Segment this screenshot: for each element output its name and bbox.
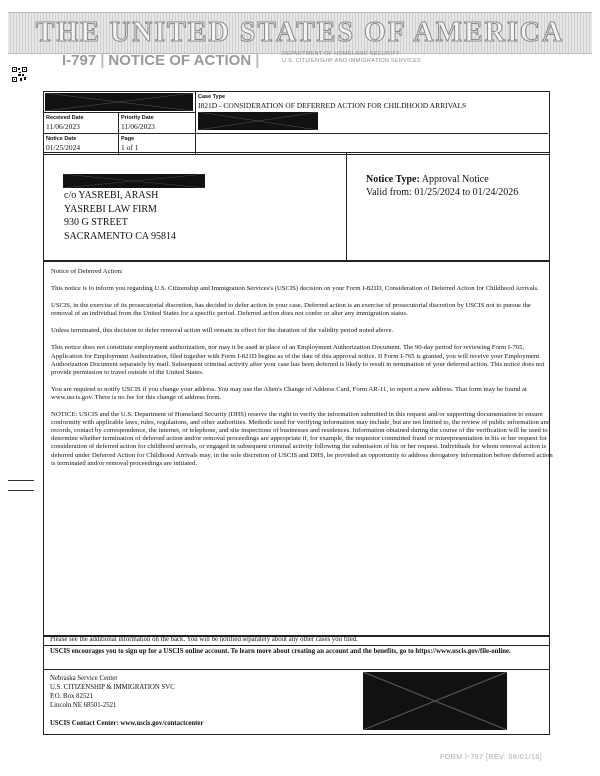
redacted-barcode [363,672,507,730]
contact-center-text: USCIS Contact Center: www.uscis.gov/contactcenter [50,720,204,727]
body-paragraph: You are required to notify USCIS if you change your address. You may use the Alien's Change of Address Card, Form AR-11, to report a new address. That form may be found at www.uscis.gov. There is no fee for this change of address form. [51,385,527,401]
department-line-2: U.S. CITIZENSHIP AND IMMIGRATION SERVICES [282,57,422,64]
form-number: I-797 [62,52,97,69]
body-paragraph: This notice does not constitute employment authorization, nor may it be used in place of an Employment Authorization Document. The 90-day period for reviewing Form I-765, Application for Employment Authorization, filed together with Form I-821D begins as of the date of this approval notice. If Form I-765 is granted, you will receive your Employment Authorization Document separately by mail. Subsequent criminal activity after your case has been deferred is likely to result in termination of your deferred action. This notice does not provide permission to travel outside of the United States. [51,344,545,376]
body-paragraph: Unless terminated, this decision to defer removal action will remain in effect for the duration of the validity period noted above. [51,327,394,335]
priority-date-value: 11/06/2023 [121,122,155,131]
body-paragraph: This notice is to inform you regarding U.S. Citizenship and Immigration Services's (USCIS) decision on your Form I-821D, Consideration of Deferred Action for Childhood Arrivals. [51,285,539,293]
received-date-value: 11/06/2023 [46,122,80,131]
seal-banner [8,12,592,54]
notice-type-label: Notice Type: [366,174,420,185]
page-label: Page [121,136,135,142]
body-paragraph: USCIS, in the exercise of its prosecutorial discretion, has decided to defer action in your case. Deferred action is an exercise of prosecutorial discretion by USCIS not to pursue the removal of an individual from the United States for a specific period. Deferred action does not confer or alter any immigration status. [51,302,531,318]
redacted-case-details [198,112,318,130]
online-account-text: USCIS encourages you to sign up for a USCIS online account. To learn more about creating an account and the benefits, go to https://www.uscis.gov/file-online. [50,648,511,655]
case-type-label: Case Type [198,94,226,100]
received-date-label: Received Date [46,115,84,121]
service-center-line: P.O. Box 82521 [50,693,94,700]
notice-type-block [366,174,518,199]
body-paragraph: NOTICE: USCIS and the U.S. Department of Homeland Security (DHS) reserve the right to verify the information submitted in this request and/or supporting documentation to ensure conformity with applicable laws, rules, regulations, and other authorities. Methods used for verifying information may include, but are not limited to, the review of public information and records, contact by correspondence, the internet, or telephone, and site inspections of businesses and residences. Information obtained during the course of the verification will be used to determine whether termination of deferred action and/or removal proceedings are appropriate if, for example, the requestor committed fraud or misrepresentation in his or her request for consideration of deferred action for childhood arrivals, or engaged in subsequent criminal activity following the submission of his or her request. Individuals for whom removal action is deferred under Deferred Action for Childhood Arrivals may, in the sole discretion of USCIS and DHS, be provided an opportunity to address derogatory information before deferred action is terminated and/or removal proceedings are initiated. [51,411,553,467]
valid-from-value: 01/25/2024 to 01/24/2026 [414,186,519,198]
redacted-applicant-name [63,174,205,188]
service-center-line: Nebraska Service Center [50,675,118,682]
banner-title: THE UNITED STATES OF AMERICA [35,17,565,48]
notice-body [51,268,554,477]
fold-mark [8,490,34,491]
form-title: NOTICE OF ACTION [108,52,252,69]
additional-info-text: Please see the additional information on the back. You will be notified separately about any other cases you filed. [50,636,358,643]
form-revision: FORM I-797 [REV. 08/01/16] [440,754,543,761]
service-center-line: U.S. CITIZENSHIP & IMMIGRATION SVC [50,684,175,691]
case-type-value: I821D - CONSIDERATION OF DEFERRED ACTION FOR CHILDHOOD ARRIVALS [198,101,467,110]
form-heading: I-797 | NOTICE OF ACTION | [62,52,260,69]
notice-type-value: Approval Notice [421,174,489,185]
redacted-receipt-number [45,93,193,111]
address-line: SACRAMENTO CA 95814 [64,230,177,242]
address-line: YASREBI LAW FIRM [64,203,157,215]
department-block [282,51,421,64]
service-center-line: Lincoln NE 68501-2521 [50,702,117,709]
body-heading: Notice of Deferred Action: [51,268,123,275]
barcode-icon [12,67,27,82]
recipient-address [64,189,176,243]
valid-from-label: Valid from: [366,186,412,198]
notice-date-value: 01/25/2024 [46,143,81,152]
priority-date-label: Priority Date [121,115,154,121]
page-value: 1 of 1 [121,143,139,152]
fold-mark [8,480,34,481]
address-line: 930 G STREET [64,217,128,228]
department-line-1: DEPARTMENT OF HOMELAND SECURITY [282,51,400,57]
notice-date-label: Notice Date [46,136,77,142]
address-line: c/o YASREBI, ARASH [64,190,159,201]
service-center-address [50,674,175,710]
